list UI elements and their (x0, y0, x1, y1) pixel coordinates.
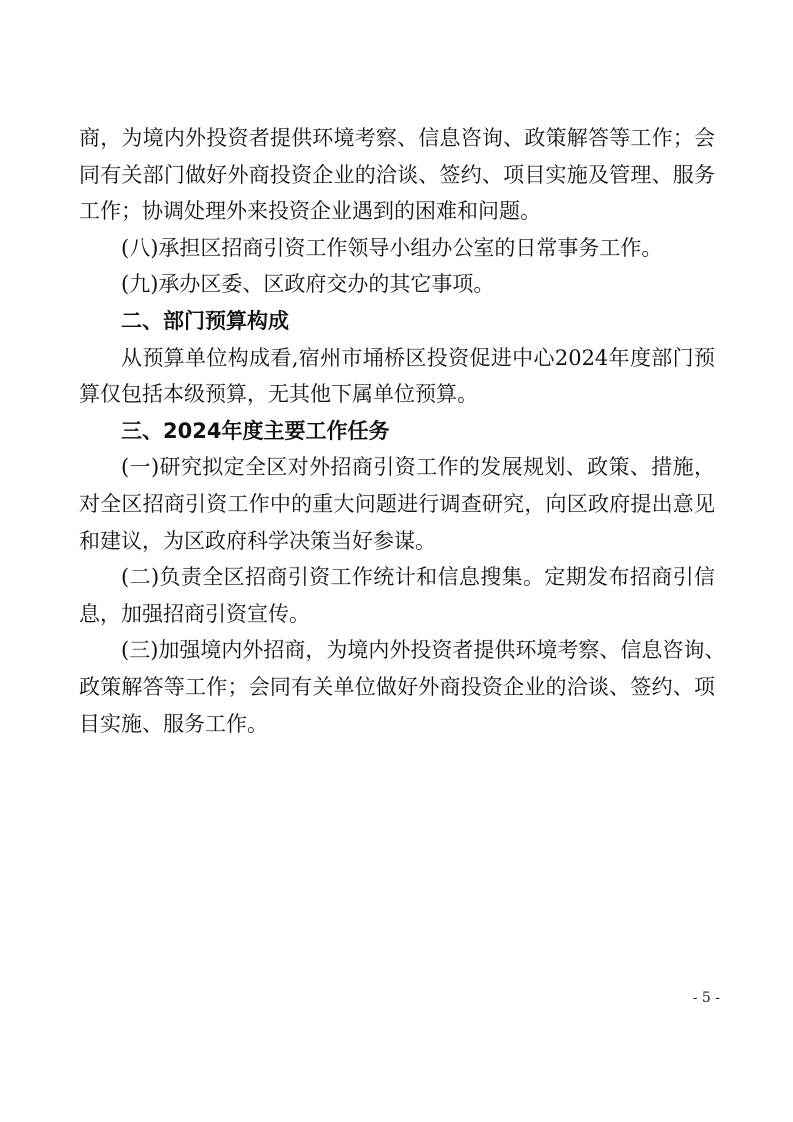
paragraph-line: (九)承办区委、区政府交办的其它事项。 (121, 272, 495, 297)
paragraph-line: 对全区招商引资工作中的重大问题进行调查研究，向区政府提出意见 (79, 491, 715, 516)
section-heading: 三、2024年度主要工作任务 (121, 418, 390, 443)
document-body (79, 120, 726, 742)
paragraph-line: 商，为境内外投资者提供环境考察、信息咨询、政策解答等工作；会 (79, 126, 715, 150)
paragraph-line: 目实施、服务工作。 (79, 711, 268, 736)
paragraph-line: 从预算单位构成看,宿州市埇桥区投资促进中心2024年度部门预 (121, 345, 715, 370)
paragraph-line: 算仅包括本级预算，无其他下属单位预算。 (79, 382, 478, 407)
paragraph-line: 同有关部门做好外商投资企业的洽谈、签约、项目实施及管理、服务 (79, 162, 715, 187)
paragraph-line: (二)负责全区招商引资工作统计和信息搜集。定期发布招商引信 (121, 565, 715, 590)
paragraph-line: 和建议，为区政府科学决策当好参谋。 (79, 528, 436, 553)
paragraph-line: 工作；协调处理外来投资企业遇到的困难和问题。 (79, 199, 541, 224)
paragraph-line: (一)研究拟定全区对外招商引资工作的发展规划、政策、措施， (121, 455, 715, 480)
page-number: - 5 - (692, 990, 720, 1006)
section-heading: 二、部门预算构成 (121, 308, 289, 333)
paragraph-line: 息，加强招商引资宣传。 (79, 601, 310, 626)
paragraph-line: (三)加强境内外招商，为境内外投资者提供环境考察、信息咨询、 (121, 638, 726, 663)
paragraph-line: 政策解答等工作；会同有关单位做好外商投资企业的洽谈、签约、项 (79, 674, 715, 699)
paragraph-line: (八)承担区招商引资工作领导小组办公室的日常事务工作。 (121, 235, 663, 260)
